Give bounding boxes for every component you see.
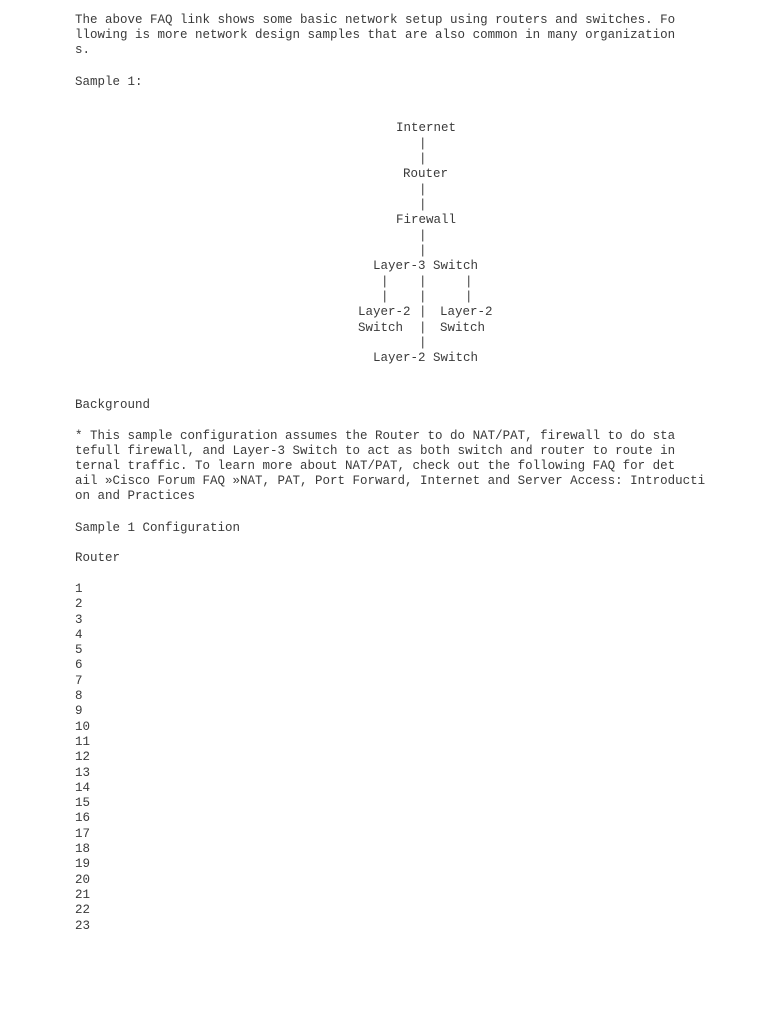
diagram-connector: | bbox=[419, 152, 427, 166]
diagram-connector: | bbox=[465, 275, 473, 289]
code-line-number: 14 bbox=[75, 780, 91, 795]
diagram-connector: | bbox=[419, 336, 427, 350]
code-line-number: 22 bbox=[75, 903, 91, 918]
diagram-router: Router bbox=[403, 167, 449, 181]
code-line-number: 3 bbox=[75, 612, 83, 627]
diagram-layer2-left-line1: Layer-2 bbox=[358, 305, 411, 319]
intro-line-3: s. bbox=[75, 43, 91, 57]
router-heading: Router bbox=[75, 551, 121, 565]
code-line-number: 8 bbox=[75, 689, 83, 704]
diagram-layer2-right-line1: Layer-2 bbox=[440, 305, 493, 319]
sample1-heading: Sample 1: bbox=[75, 75, 143, 89]
background-heading: Background bbox=[75, 398, 151, 412]
diagram-connector: | bbox=[419, 275, 427, 289]
code-line-number: 20 bbox=[75, 872, 91, 887]
code-line-number: 4 bbox=[75, 627, 83, 642]
diagram-connector: | bbox=[419, 321, 427, 335]
code-line-number: 12 bbox=[75, 750, 91, 765]
intro-line-2: llowing is more network design samples that are also common in many organization bbox=[75, 28, 676, 42]
code-line-number: 13 bbox=[75, 765, 91, 780]
code-line-number: 23 bbox=[75, 918, 91, 933]
intro-line-1: The above FAQ link shows some basic network setup using routers and switches. Fo bbox=[75, 13, 676, 27]
background-line-4: ail »Cisco Forum FAQ »NAT, PAT, Port Forward, Internet and Server Access: Introducti bbox=[75, 474, 706, 488]
diagram-layer2-left-line2: Switch bbox=[358, 321, 404, 335]
diagram-connector: | bbox=[419, 244, 427, 258]
code-line-number: 5 bbox=[75, 643, 83, 658]
diagram-connector: | bbox=[419, 183, 427, 197]
code-line-number: 2 bbox=[75, 597, 83, 612]
diagram-layer2-right-line2: Switch bbox=[440, 321, 486, 335]
diagram-internet: Internet bbox=[396, 121, 457, 135]
background-line-3: ternal traffic. To learn more about NAT/PAT, check out the following FAQ for det bbox=[75, 459, 676, 473]
code-line-number: 16 bbox=[75, 811, 91, 826]
diagram-connector: | bbox=[381, 290, 389, 304]
diagram-connector: | bbox=[419, 290, 427, 304]
code-line-number: 9 bbox=[75, 704, 83, 719]
code-line-number: 18 bbox=[75, 842, 91, 857]
code-line-number: 19 bbox=[75, 857, 91, 872]
diagram-firewall: Firewall bbox=[396, 213, 457, 227]
config-heading: Sample 1 Configuration bbox=[75, 521, 241, 535]
background-line-2: tefull firewall, and Layer-3 Switch to act as both switch and router to route in bbox=[75, 444, 676, 458]
diagram-layer3-switch: Layer-3 Switch bbox=[373, 259, 479, 273]
code-line-number: 11 bbox=[75, 734, 91, 749]
background-line-5: on and Practices bbox=[75, 489, 196, 503]
background-line-1: * This sample configuration assumes the Router to do NAT/PAT, firewall to do sta bbox=[75, 429, 676, 443]
diagram-connector: | bbox=[465, 290, 473, 304]
code-line-number: 7 bbox=[75, 673, 83, 688]
code-line-number: 1 bbox=[75, 582, 83, 596]
diagram-connector: | bbox=[419, 229, 427, 243]
diagram-connector: | bbox=[419, 137, 427, 151]
diagram-connector: | bbox=[381, 275, 389, 289]
code-line-number: 21 bbox=[75, 887, 91, 902]
code-line-number: 17 bbox=[75, 826, 91, 841]
diagram-connector: | bbox=[419, 305, 427, 319]
code-line-number: 10 bbox=[75, 719, 91, 734]
code-line-number: 6 bbox=[75, 658, 83, 673]
diagram-layer2-bottom: Layer-2 Switch bbox=[373, 351, 479, 365]
diagram-connector: | bbox=[419, 198, 427, 212]
code-line-number: 15 bbox=[75, 796, 91, 811]
code-line-numbers bbox=[75, 582, 90, 934]
